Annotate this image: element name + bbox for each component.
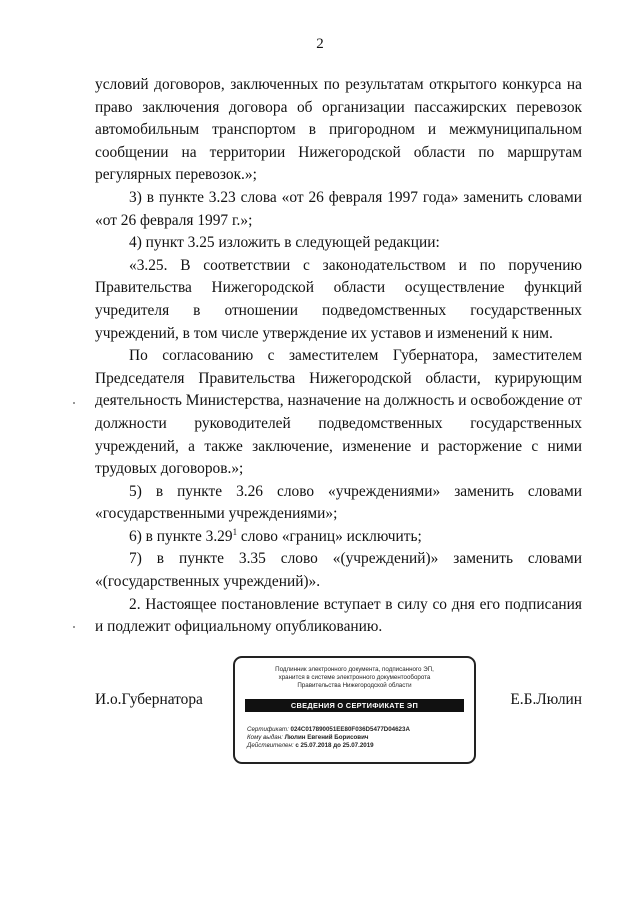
scan-speck (73, 402, 75, 404)
stamp-certificate-row (247, 726, 468, 734)
stamp-issued-value: Люлин Евгений Борисович (284, 734, 369, 741)
stamp-valid-label: Действителен: (247, 742, 294, 749)
stamp-valid-value: с 25.07.2018 до 25.07.2019 (295, 742, 374, 749)
paragraph-item-7: 7) в пункте 3.35 слово «(учреждений)» заменить словами «(государственных учреждений)». (95, 550, 582, 591)
paragraph-agreement: По согласованию с заместителем Губернатора, заместителем Председателя Правительства Нижегородской области, курирующим деятельность Министерства, назначение на должность и освобождение от должности руководителей подведомственных государственных учреждений, а также заключение, изменение и расторжение с ними трудовых договоров.»; (95, 347, 582, 478)
paragraph-item-5: 5) в пункте 3.26 слово «учреждениями» заменить словами «государственными учреждениями»; (95, 482, 582, 523)
stamp-valid-row (247, 742, 468, 750)
paragraph-clause-3-25: «3.25. В соответствии с законодательством и по поручению Правительства Нижегородской области осуществление функций учредителя в отношении подведомственных государственных учреждений, в том числе утверждение их уставов и изменений к ним. (95, 256, 582, 342)
stamp-header-line: Правительства Нижегородской области (297, 682, 412, 689)
scan-speck (73, 626, 75, 628)
electronic-signature-stamp (233, 656, 476, 764)
document-body (95, 74, 582, 639)
stamp-banner: СВЕДЕНИЯ О СЕРТИФИКАТЕ ЭП (245, 699, 464, 712)
stamp-certificate-value: 024C017890051EE80F036D5477D04623A (290, 726, 410, 733)
item-6-after: слово «границ» исключить; (237, 527, 422, 545)
item-6-superscript: 1 (232, 526, 238, 537)
page-number: 2 (316, 36, 324, 52)
paragraph-effective-date: 2. Настоящее постановление вступает в силу со дня его подписания и подлежит официальному опубликованию. (95, 595, 582, 636)
stamp-header-line: Подлинник электронного документа, подписанного ЭП, (275, 666, 434, 673)
stamp-header (241, 666, 468, 690)
paragraph-item-3: 3) в пункте 3.23 слова «от 26 февраля 1997 года» заменить словами «от 26 февраля 1997 г.»; (95, 188, 582, 229)
stamp-certificate-label: Сертификат: (247, 726, 289, 733)
stamp-issued-label: Кому выдан: (247, 734, 283, 741)
stamp-issued-row (247, 734, 468, 742)
paragraph-contract-conditions: условий договоров, заключенных по результатам открытого конкурса на право заключения договора об организации пассажирских перевозок автомобильным транспортом в пригородном и межмуниципальном сообщении на территории Нижегородской области по маршрутам регулярных перевозок.»; (95, 76, 582, 184)
stamp-details (247, 726, 468, 750)
signer-title: И.о.Губернатора (95, 691, 203, 708)
item-6-before: 6) в пункте 3.29 (129, 527, 233, 545)
signer-name: Е.Б.Люлин (510, 691, 582, 708)
paragraph-item-4: 4) пункт 3.25 изложить в следующей редакции: (129, 234, 440, 252)
stamp-header-line: хранится в системе электронного документооборота (278, 674, 431, 681)
paragraph-item-6 (95, 526, 582, 549)
